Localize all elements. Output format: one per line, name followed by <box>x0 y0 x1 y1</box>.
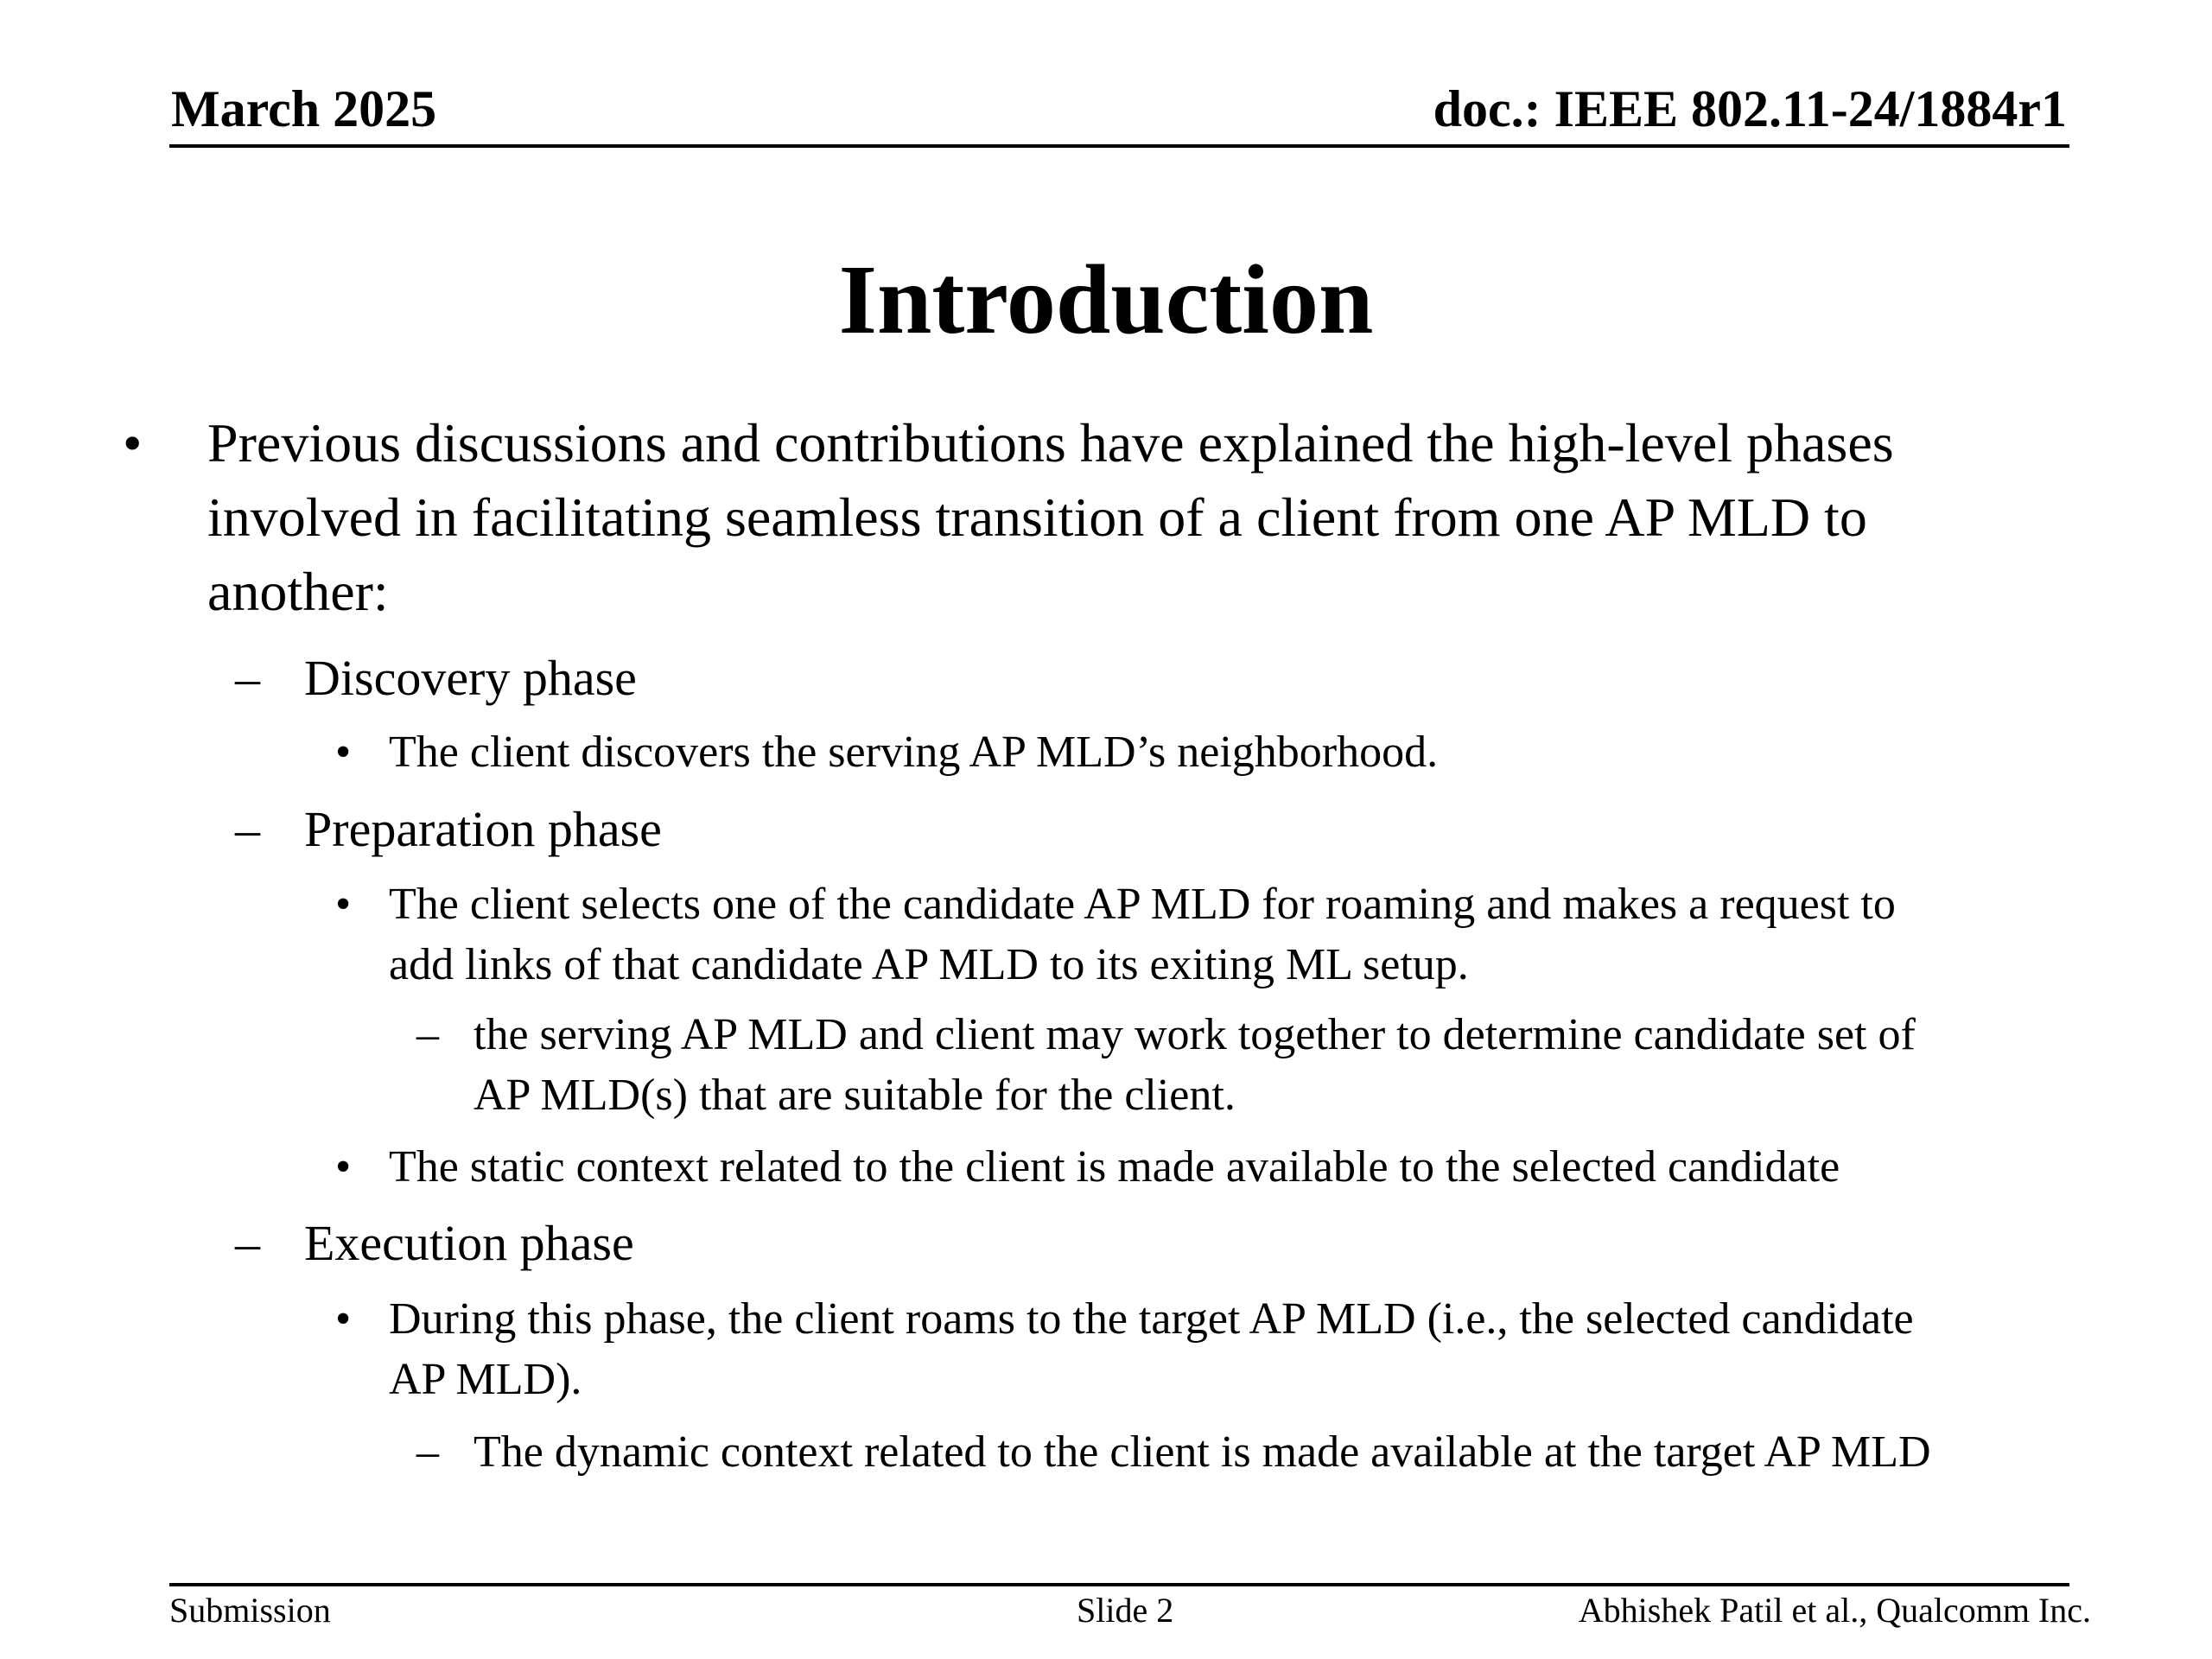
slide-title: Introduction <box>838 245 1374 354</box>
footer-slide-number: Slide 2 <box>1077 1591 1174 1630</box>
execution-phase-label: Execution phase <box>304 1215 634 1271</box>
bullet-marker: • <box>335 1294 352 1344</box>
bullet-marker: • <box>123 412 143 474</box>
footer-rule <box>169 1583 2069 1586</box>
intro-line-1: Previous discussions and contributions have explained the high-level phases <box>207 412 1894 474</box>
dash-marker: – <box>235 1215 260 1271</box>
dash-marker: – <box>235 801 260 857</box>
bullet-marker: • <box>335 728 352 777</box>
footer-submission: Submission <box>169 1591 331 1630</box>
execution-item-1-line-1: During this phase, the client roams to the target AP MLD (i.e., the selected candidate <box>389 1294 1914 1344</box>
dash-marker: – <box>235 650 260 706</box>
dash-marker: – <box>416 1427 439 1477</box>
footer-authors: Abhishek Patil et al., Qualcomm Inc. <box>1578 1591 2091 1630</box>
bullet-marker: • <box>335 880 352 929</box>
discovery-phase-label: Discovery phase <box>304 650 637 706</box>
header-doc-id: doc.: IEEE 802.11-24/1884r1 <box>1433 80 2067 137</box>
preparation-item-2: The static context related to the client is made available to the selected candidate <box>389 1142 1840 1192</box>
preparation-sub-1-line-2: AP MLD(s) that are suitable for the client. <box>474 1071 1236 1120</box>
dash-marker: – <box>416 1010 439 1059</box>
preparation-sub-1-line-1: the serving AP MLD and client may work together to determine candidate set of <box>474 1010 1916 1059</box>
preparation-item-1-line-1: The client selects one of the candidate AP MLD for roaming and makes a request to <box>389 880 1896 929</box>
preparation-item-1-line-2: add links of that candidate AP MLD to its exiting ML setup. <box>389 940 1469 989</box>
header-rule <box>169 144 2069 148</box>
intro-line-2: involved in facilitating seamless transition of a client from one AP MLD to <box>207 486 1867 548</box>
preparation-phase-label: Preparation phase <box>304 801 662 857</box>
discovery-item-1: The client discovers the serving AP MLD’s neighborhood. <box>389 728 1439 777</box>
execution-item-1-line-2: AP MLD). <box>389 1355 582 1404</box>
bullet-marker: • <box>335 1142 352 1192</box>
intro-line-3: another: <box>207 561 389 622</box>
header-date: March 2025 <box>171 80 437 137</box>
execution-sub-1: The dynamic context related to the client is made available at the target AP MLD <box>474 1427 1931 1477</box>
